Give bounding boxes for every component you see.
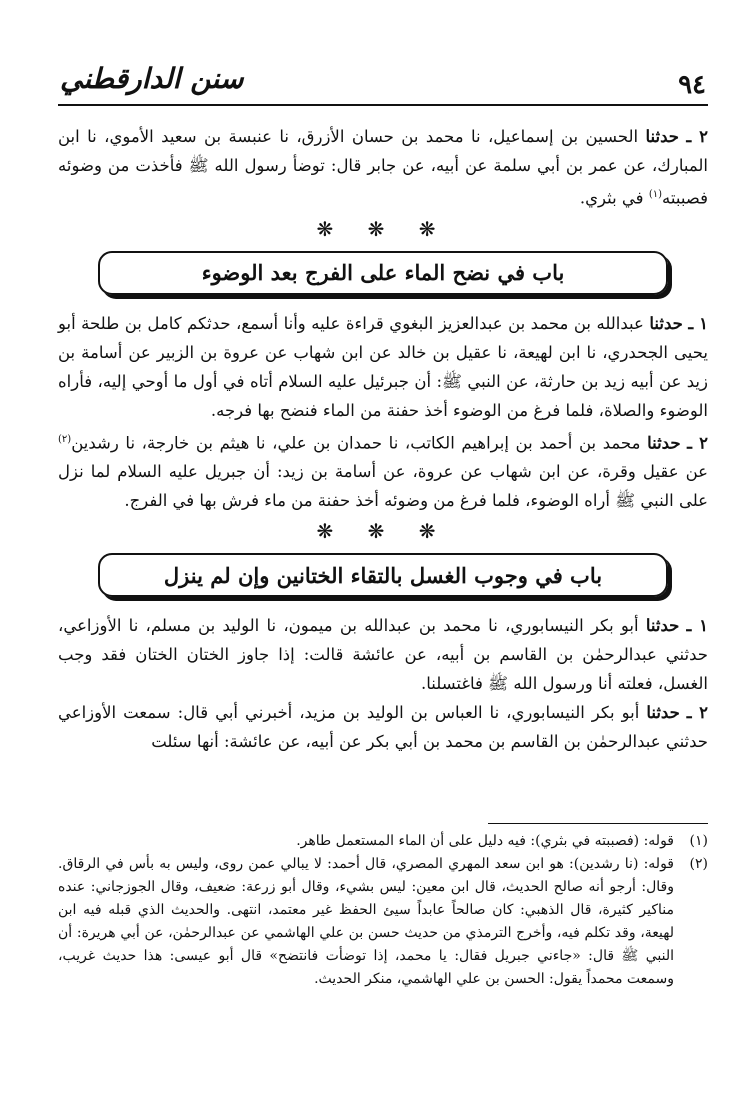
section-separator: ❋ ❋ ❋: [316, 216, 450, 241]
section-separator: ❋ ❋ ❋: [316, 519, 450, 543]
hadith-lead: حدثنا: [649, 313, 683, 333]
hadith-lead: حدثنا: [645, 127, 679, 146]
page-header: [58, 58, 708, 108]
hadith-text: الحسين بن إسماعيل، نا محمد بن حسان الأزرق، نا عنبسة بن سعيد الأموي، نا ابن المبارك، عن عمر بن أبي سلمة عن أبيه، عن جابر قال: توضأ رسول الله ﷺ فأخذت من وضوئه فصببته: [58, 127, 708, 208]
hadith-text: أبو بكر النيسابوري، نا محمد بن عبدالله بن ميمون، نا الوليد بن مسلم، نا الأوزاعي، حدثني عبدالرحمٰن بن القاسم بن أبيه، عن عائشة قالت: إذا جاوز الختان الختان فقد وجب الغسل، فعلته أنا ورسول الله ﷺ فاغتسلنا.: [58, 616, 708, 693]
hadith-paragraph: [58, 309, 708, 425]
footnote: [58, 830, 708, 853]
chapter-title: باب في وجوب الغسل بالتقاء الختانين وإن لم ينزل: [98, 553, 668, 597]
footnote-text: قوله: (نا رشدين): هو ابن سعد المهري المصري، قال أحمد: لا يبالي عمن روى، وليس به بأس في الرقاق. وقال: أرجو أنه صالح الحديث، قال ابن معين: ليس بشيء، وقال أبو زرعة: ضعيف، وقال الجوزجاني: عنده مناكير كثيرة، قال الذهبي: كان صالحاً عابداً سيئ الحفظ غير معتمد، انتهى. والحديث الذي قبله فيه ابن لهيعة، وقد تكلم فيه، وأخرج الترمذي من حديث حسن بن علي الهاشمي عن عبدالرحمٰن، عن أبي هريرة: أن النبي ﷺ قال: «جاءني جبريل فقال: يا محمد، إذا توضأت فانتضح» قال أبو عيسى: هذا حديث غريب، وسمعت محمداً يقول: الحسن بن علي الهاشمي، منكر الحديث.: [58, 856, 674, 987]
hadith-lead: حدثنا: [645, 616, 680, 635]
chapter-heading-box: [58, 251, 708, 295]
footnote-text: قوله: (فصببته في بثري): فيه دليل على أن الماء المستعمل طاهر.: [296, 833, 674, 849]
chapter-title: باب في نضح الماء على الفرج بعد الوضوء: [98, 251, 668, 295]
footnote-number: (٢): [689, 856, 708, 872]
header-divider: [58, 104, 708, 106]
hadith-text: عن عقيل وقرة، عن ابن شهاب عن عروة، عن أسامة بن زيد: أن جبريل عليه السلام لما نزل على النبي ﷺ أراه الوضوء، فلما فرغ من وضوئه أخذ حفنة من ماء فرش بها في الفرج.: [58, 462, 708, 510]
hadith-number: ١ ـ: [686, 616, 708, 635]
hadith-text: محمد بن أحمد بن إبراهيم الكاتب، نا حمدان بن علي، نا هيثم بن خارجة، نا رشدين: [71, 433, 641, 452]
book-title: سنن الدارقطني: [60, 62, 244, 95]
hadith-text: أبو بكر النيسابوري، نا العباس بن الوليد بن مزيد، أخبرني أبي قال: سمعت الأوزاعي حدثني عبدالرحمٰن بن القاسم بن محمد بن أبي بكر عن أبيه، عن عائشة: أنها سئلت: [58, 703, 708, 751]
hadith-paragraph: [58, 425, 708, 516]
footnote-divider: [488, 823, 708, 824]
hadith-lead: حدثنا: [647, 433, 681, 452]
footnote-marker[interactable]: (١): [648, 189, 663, 200]
footnote-number: (١): [689, 833, 708, 849]
hadith-number: ١ ـ: [688, 313, 708, 333]
hadith-number: ٢ ـ: [686, 703, 708, 722]
chapter-heading-box: [58, 553, 708, 597]
hadith-lead: حدثنا: [646, 703, 680, 722]
hadith-paragraph: [58, 698, 708, 756]
footnote: [58, 853, 708, 991]
hadith-number: ٢ ـ: [686, 127, 708, 146]
page-number: ٩٤: [678, 70, 706, 100]
hadith-paragraph: [58, 611, 708, 698]
hadith-number: ٢ ـ: [687, 433, 709, 452]
hadith-text: عبدالله بن محمد بن عبدالعزيز البغوي قراءة عليه وأنا أسمع، حدثكم كامل بن طلحة أبو يحيى الجحدري، نا ابن لهيعة، نا عقيل بن خالد عن ابن شهاب عن عروة بن الزبير عن أسامة بن زيد عن أبيه زيد بن حارثة، عن النبي ﷺ: أن جبرئيل عليه السلام أتاه في أول ما أوحي إليه، فأراه الوضوء والصلاة، فلما فرغ من الوضوء أخذ حفنة من الماء فنضح بها فرجه.: [58, 313, 708, 420]
footnote-marker[interactable]: (٢): [58, 433, 72, 445]
hadith-paragraph: [58, 122, 708, 213]
footnotes: [58, 823, 708, 991]
hadith-text: في بثري.: [579, 188, 644, 208]
page-body: [58, 58, 708, 756]
